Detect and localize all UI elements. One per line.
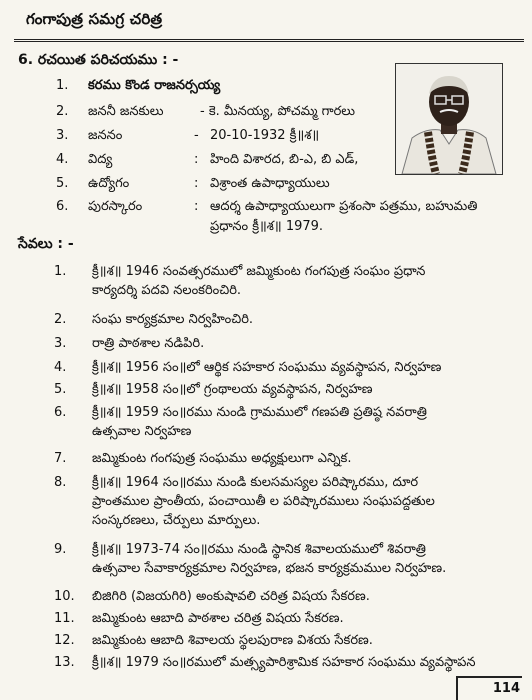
- bio-value: - కె. మీనయ్య, పోచమ్మ గారలు: [200, 104, 355, 119]
- service-line: క్రీ॥శ॥ 1979 సం॥రములో మత్స్యపారిశ్రామిక సహకార సంఘము వ్యవస్థాపన: [92, 655, 476, 670]
- bio-num: 4.: [56, 152, 69, 167]
- bio-name: కరము కొండ రాజనర్సయ్య: [88, 78, 221, 93]
- service-line: రాత్రి పాఠశాల నడిపిరి.: [92, 336, 205, 351]
- service-text: [92, 587, 530, 606]
- bio-label: జననం: [88, 128, 123, 143]
- service-text: [92, 358, 530, 377]
- service-num: 11.: [54, 611, 75, 626]
- service-num: 13.: [54, 655, 75, 670]
- service-text: [92, 653, 530, 672]
- service-num: 4.: [54, 360, 67, 375]
- service-text: [92, 334, 530, 353]
- service-line: సంఘ కార్యక్రమాల నిర్వహించిరి.: [92, 312, 254, 327]
- bio-value: 20-10-1932 క్రీ॥శ॥: [210, 128, 320, 143]
- service-num: 10.: [54, 589, 75, 604]
- service-line: జమ్మికుంట గంగపుత్ర సంఘము అధ్యక్షులుగా ఎన్నిక.: [92, 451, 352, 466]
- service-line: జమ్మికుంట ఆబాది పాఠశాల చరిత్ర విషయ సేకరణ.: [92, 611, 344, 626]
- service-text: [92, 609, 530, 628]
- service-line: సంస్కరణలు, చేర్పులు మార్పులు.: [92, 513, 261, 528]
- bio-label: ఉద్యోగం: [88, 176, 130, 191]
- bio-num: 3.: [56, 128, 69, 143]
- bio-num: 6.: [56, 199, 69, 214]
- service-text: [92, 473, 530, 530]
- service-text: [92, 540, 530, 578]
- bio-value: హింది విశారద, బి-ఎ, బి ఎడ్,: [210, 152, 359, 167]
- bio-value: ఆదర్శ ఉపాధ్యాయులుగా ప్రశంసా పత్రము, బహుమతి: [210, 199, 478, 214]
- service-line: క్రీ॥శ॥ 1959 సం॥రము నుండి గ్రామములో గణపతి ప్రతిష్ఠ నవరాత్రి: [92, 405, 427, 420]
- service-line: క్రీ॥శ॥ 1946 సంవత్సరములో జమ్మికుంట గంగపుత్ర సంఘం ప్రధాన: [92, 264, 426, 279]
- bio-colon: :: [194, 152, 199, 167]
- service-line: క్రీ॥శ॥ 1958 సం॥లో గ్రంథాలయ వ్యవస్థాపన, నిర్వహణ: [92, 382, 373, 397]
- header-rule: [14, 39, 524, 42]
- page-number: 114: [492, 681, 520, 696]
- service-num: 6.: [54, 405, 67, 420]
- service-text: [92, 403, 530, 441]
- services-title: సేవలు : -: [18, 236, 74, 252]
- bio-colon: :: [194, 199, 199, 214]
- service-num: 12.: [54, 633, 75, 648]
- service-num: 1.: [54, 264, 67, 279]
- service-line: ఉత్సవాల సేవాకార్యక్రమాల నిర్వహణ, భజన కార్యక్రమముల నిర్వహణ.: [92, 561, 447, 576]
- bio-label: విద్య: [88, 152, 113, 167]
- service-num: 9.: [54, 542, 67, 557]
- bio-label: పురస్కారం: [88, 199, 143, 214]
- service-num: 3.: [54, 336, 67, 351]
- service-text: [92, 449, 530, 468]
- service-text: [92, 262, 530, 300]
- bio-colon: :: [194, 176, 199, 191]
- section-title: 6. రచయిత పరిచయము : -: [18, 52, 179, 68]
- service-num: 8.: [54, 475, 67, 490]
- service-line: క్రీ॥శ॥ 1964 సం॥రము నుండి కులసమస్యల పరిష్కారము, దూర: [92, 475, 419, 490]
- service-num: 7.: [54, 451, 67, 466]
- bio-num: 2.: [56, 104, 69, 119]
- bio-num: 1.: [56, 78, 69, 93]
- service-line: బిజిగిరి (విజయగిరి) అంకుషావలి చరిత్ర విషయ సేకరణ.: [92, 589, 370, 604]
- service-line: కార్యదర్శి పదవి నలంకరించిరి.: [92, 283, 242, 298]
- service-num: 2.: [54, 312, 67, 327]
- service-text: [92, 380, 530, 399]
- bio-colon: -: [194, 128, 199, 143]
- service-num: 5.: [54, 382, 67, 397]
- bio-value-continued: ప్రధానం క్రీ॥శ॥ 1979.: [210, 219, 324, 234]
- service-line: జమ్మికుంట ఆబాది శివాలయ స్థలపురాణ విశయ సేకరణ.: [92, 633, 373, 648]
- service-line: క్రీ॥శ॥ 1956 సం॥లో ఆర్థిక సహకార సంఘము వ్యవస్థాపన, నిర్వహణ: [92, 360, 442, 375]
- author-photo: [395, 63, 503, 175]
- service-line: ఉత్సవాల నిర్వహణ: [92, 424, 192, 439]
- service-line: క్రీ॥శ॥ 1973-74 సం॥రము నుండి స్థానిక శివాలయములో శివరాత్రి: [92, 542, 426, 557]
- service-line: ప్రాంతముల ప్రాంతీయ, పంచాయితీ ల పరిష్కారములు సంఘపద్దతుల: [92, 494, 435, 509]
- service-text: [92, 310, 530, 329]
- bio-num: 5.: [56, 176, 69, 191]
- running-head: గంగాపుత్ర సమగ్ర చరిత్ర: [26, 10, 163, 28]
- service-text: [92, 631, 530, 650]
- bio-label: జననీ జనకులు: [88, 104, 164, 119]
- author-portrait-image: [396, 64, 502, 174]
- bio-value: విశ్రాంత ఉపాధ్యాయులు: [210, 176, 330, 191]
